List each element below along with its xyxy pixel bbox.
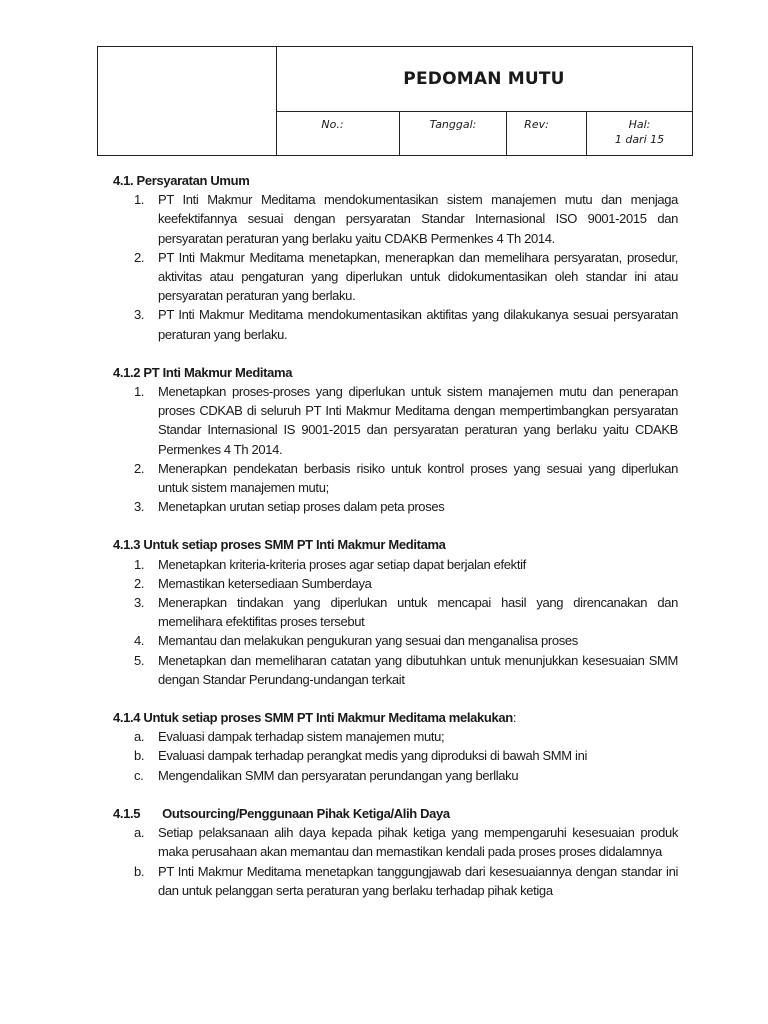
list-marker: 1. (134, 556, 145, 572)
section-heading-colon: : (512, 710, 517, 726)
document-title: PEDOMAN MUTU (276, 47, 692, 112)
list-item-text: Memantau dan melakukan pengukuran yang sesuai dan menganalisa proses (158, 633, 578, 649)
header-meta-row (276, 111, 692, 155)
list-marker: 3. (134, 595, 145, 611)
list-item-text: Memastikan ketersediaan Sumberdaya (158, 575, 372, 591)
list-item (113, 459, 678, 497)
numbered-list (113, 190, 678, 344)
list-item-text: Evaluasi dampak terhadap perangkat medis yang diproduksi di bawah SMM ini (158, 748, 587, 764)
document-body (113, 171, 678, 919)
list-marker: 1. (134, 192, 145, 208)
list-marker: c. (134, 767, 144, 783)
rev-cell (507, 111, 587, 155)
list-marker: 1. (134, 384, 145, 400)
rev-label: Rev: (524, 118, 549, 131)
list-marker: 2. (134, 249, 145, 265)
section-4-1-4 (113, 708, 678, 785)
list-marker: 2. (134, 575, 145, 591)
list-item (113, 593, 678, 631)
list-item-text: Setiap pelaksanaan alih daya kepada pihak ketiga yang mempengaruhi kesesuaian produk maka perusahaan akan memantau dan memastikan kendali pada proses proses didalamnya (158, 825, 678, 860)
list-marker: a. (134, 729, 145, 745)
section-4-1-5 (113, 804, 678, 900)
list-item-text: PT Inti Makmur Meditama menetapkan, menerapkan dan memelihara persyaratan, prosedur, aktivitas atau pengaturan yang diperlukan untuk didokumentasikan oleh standar ini atau persyaratan peraturan yang berlaku. (158, 249, 678, 304)
section-heading: 4.1. Persyaratan Umum (113, 173, 250, 188)
list-item (113, 382, 678, 459)
numbered-list (113, 555, 678, 689)
section-4-1 (113, 171, 678, 344)
list-item (113, 823, 678, 861)
hal-label: Hal: (628, 118, 651, 131)
list-item (113, 862, 678, 900)
section-4-1-2 (113, 363, 678, 517)
list-item (113, 746, 678, 765)
section-heading-text: 4.1.4 Untuk setiap proses SMM PT Inti Makmur Meditama melakukan (113, 710, 513, 726)
lettered-list (113, 727, 678, 785)
list-marker: 4. (134, 633, 145, 649)
section-heading (113, 708, 678, 727)
list-item (113, 305, 678, 343)
list-marker: b. (134, 748, 145, 764)
lettered-list (113, 823, 678, 900)
hal-value: 1 dari 15 (614, 133, 665, 146)
hal-cell (587, 111, 692, 155)
list-item (113, 555, 678, 574)
list-item-text: Menerapkan tindakan yang diperlukan untuk mencapai hasil yang direncanakan dan memelihara efektifitas proses tersebut (158, 595, 678, 630)
list-marker: a. (134, 825, 145, 841)
list-item (113, 574, 678, 593)
list-item (113, 248, 678, 306)
tanggal-cell (400, 111, 507, 155)
list-item-text: PT Inti Makmur Meditama mendokumentasikan sistem manajemen mutu dan menjaga keefektifannya sesuai dengan persyaratan Standar Internasional ISO 9001-2015 dan persyaratan peraturan yang berlaku yaitu CDAKB Permenkes 4 Th 2014. (158, 192, 678, 246)
list-item (113, 497, 678, 516)
section-heading: 4.1.3 Untuk setiap proses SMM PT Inti Makmur Meditama (113, 537, 446, 553)
list-item-text: Menetapkan dan memeliharan catatan yang dibutuhkan untuk menunjukkan kesesuaian SMM dengan Standar Perundang-undangan terkait (158, 652, 678, 687)
list-item-text: PT Inti Makmur Meditama mendokumentasikan aktifitas yang dilakukanya sesuai persyaratan peraturan yang berlaku. (158, 307, 678, 342)
list-item-text: Menetapkan proses-proses yang diperlukan untuk sistem manajemen mutu dan penerapan proses CDKAB di seluruh PT Inti Makmur Meditama dengan mempertimbangkan persyaratan Standar Internasional IS 9001-2015 dan persyaratan peraturan yang berlaku yaitu CDAKB Permenkes 4 Th 2014. (158, 384, 678, 457)
logo-cell (98, 47, 277, 155)
list-item (113, 190, 678, 248)
document-header-table (97, 46, 693, 156)
list-item (113, 766, 678, 785)
list-item-text: Evaluasi dampak terhadap sistem manajemen mutu; (158, 729, 445, 745)
list-item-text: Menerapkan pendekatan berbasis risiko untuk kontrol proses yang sesuai yang diperlukan untuk sistem manajemen mutu; (158, 460, 678, 496)
list-marker: 3. (134, 307, 145, 323)
list-marker: 5. (134, 652, 145, 668)
section-heading: 4.1.2 PT Inti Makmur Meditama (113, 364, 293, 380)
list-item (113, 727, 678, 746)
tanggal-label: Tanggal: (429, 118, 477, 131)
no-cell (276, 111, 400, 155)
no-label: No.: (321, 118, 344, 131)
list-item-text: Menetapkan urutan setiap proses dalam peta proses (158, 499, 445, 515)
section-heading (113, 804, 678, 823)
section-heading-number: 4.1.5 (113, 805, 141, 821)
list-item-text: Menetapkan kriteria-kriteria proses agar setiap dapat berjalan efektif (158, 556, 526, 572)
list-item (113, 651, 678, 689)
list-marker: 3. (134, 499, 145, 515)
list-item-text: Mengendalikan SMM dan persyaratan perundangan yang berllaku (158, 767, 519, 783)
list-item-text: PT Inti Makmur Meditama menetapkan tanggungjawab dari kesesuaiannya dengan standar ini dan untuk pelanggan serta peraturan yang berlaku terhadap pihak ketiga (158, 863, 678, 898)
list-item (113, 631, 678, 650)
list-marker: 2. (134, 460, 145, 476)
numbered-list (113, 382, 678, 516)
section-heading-text: Outsourcing/Penggunaan Pihak Ketiga/Alih Daya (162, 805, 450, 821)
list-marker: b. (134, 863, 145, 879)
section-4-1-3 (113, 535, 678, 689)
